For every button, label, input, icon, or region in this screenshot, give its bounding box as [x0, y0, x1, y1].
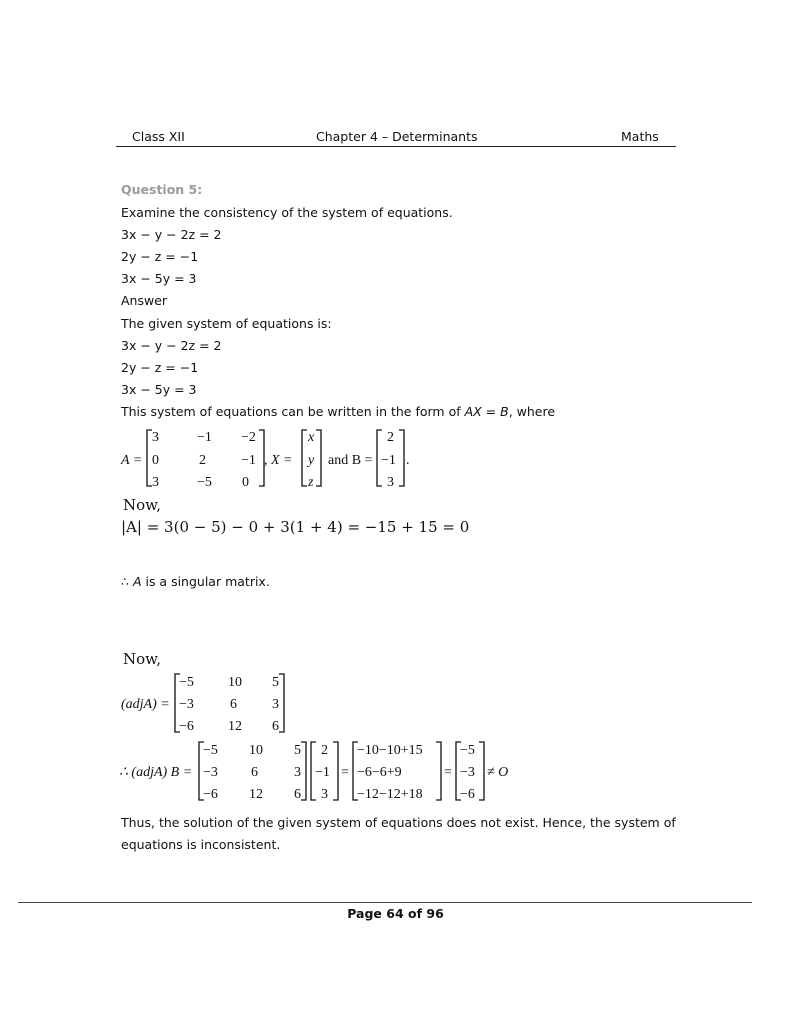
page-number: Page 64 of 96 [347, 906, 444, 921]
matrix-x-left-bracket [302, 430, 307, 486]
determinant-line: |A| = 3(0 − 5) − 0 + 3(1 + 4) = −15 + 15 = 0 [121, 518, 470, 536]
adj-cell: 10 [228, 675, 242, 690]
equation-2: 2y − z = −1 [121, 249, 199, 264]
product-equation [0, 738, 791, 808]
matrix-x-label: , X = [264, 453, 293, 468]
equals-sign: = [444, 765, 452, 780]
matrix-a-cell: 3 [152, 475, 159, 490]
conclusion-line-1: Thus, the solution of the given system of equations does not exist. Hence, the system of [121, 815, 676, 830]
product-result-cell: −5 [460, 743, 475, 758]
product-adj-cell: 10 [249, 743, 263, 758]
product-adj-cell: −3 [203, 765, 218, 780]
not-equal-zero: ≠ O [487, 765, 509, 780]
header-subject: Maths [621, 129, 659, 144]
matrix-a-cell: −1 [241, 453, 256, 468]
matrix-b-cell: 2 [387, 430, 394, 445]
product-result-cell: −3 [460, 765, 475, 780]
adj-cell: 6 [230, 697, 237, 712]
adj-cell: −3 [179, 697, 194, 712]
matrix-a-cell: 0 [242, 475, 249, 490]
product-expanded-cell: −6−6+9 [357, 765, 402, 780]
given-equation-3: 3x − 5y = 3 [121, 382, 197, 397]
matrix-a-cell: 0 [152, 453, 159, 468]
product-result-right-bracket [479, 742, 484, 800]
product-adj-cell: 12 [249, 787, 263, 802]
product-b-right-bracket [333, 742, 338, 800]
matrix-b-period: . [406, 453, 410, 468]
form-text-pre: This system of equations can be written in the form of [121, 404, 465, 419]
product-adj-right-bracket [301, 742, 306, 800]
product-b-cell: 2 [321, 743, 328, 758]
given-text: The given system of equations is: [121, 316, 332, 331]
matrix-a-label: A = [121, 453, 143, 468]
product-adj-cell: 6 [251, 765, 258, 780]
equation-1: 3x − y − 2z = 2 [121, 227, 222, 242]
product-adj-cell: −5 [203, 743, 218, 758]
form-text [121, 404, 555, 419]
answer-label: Answer [121, 293, 168, 308]
singular-line [121, 574, 270, 589]
adj-cell: −5 [179, 675, 194, 690]
matrix-x-cell: z [308, 475, 314, 490]
adj-label: (adjA) = [121, 697, 170, 712]
matrix-a-cell: −5 [197, 475, 212, 490]
matrix-a-cell: −1 [197, 430, 212, 445]
adj-cell: 6 [272, 719, 279, 734]
matrix-b-cell: −1 [381, 453, 396, 468]
header-chapter: Chapter 4 – Determinants [316, 129, 478, 144]
form-text-post: , where [508, 404, 556, 419]
form-text-equation: AX = B [464, 404, 509, 419]
matrix-x-cell: y [308, 453, 315, 468]
product-adj-cell: −6 [203, 787, 218, 802]
matrix-b-right-bracket [399, 430, 404, 486]
product-adj-cell: 5 [294, 743, 301, 758]
product-adj-cell: 6 [294, 787, 301, 802]
given-equation-1: 3x − y − 2z = 2 [121, 338, 222, 353]
product-label: ∴ (adjA) B = [119, 765, 193, 780]
matrix-b-cell: 3 [387, 475, 394, 490]
adj-cell: −6 [179, 719, 194, 734]
and-b-label: and B = [328, 453, 373, 468]
footer-divider [18, 902, 752, 903]
adj-cell: 3 [272, 697, 279, 712]
adj-right-bracket [279, 674, 284, 732]
header-class: Class XII [132, 129, 185, 144]
product-b-cell: −1 [315, 765, 330, 780]
conclusion-line-2: equations is inconsistent. [121, 837, 281, 852]
adj-cell: 12 [228, 719, 242, 734]
adjoint-matrix [0, 670, 791, 740]
matrix-a-cell: 2 [199, 453, 206, 468]
question-title: Question 5: [121, 182, 203, 197]
singular-text: is a singular matrix. [141, 574, 270, 589]
equals-sign: = [341, 765, 349, 780]
header-divider [116, 146, 676, 147]
product-expanded-cell: −12−12+18 [357, 787, 423, 802]
product-expanded-right-bracket [436, 742, 441, 800]
question-text: Examine the consistency of the system of equations. [121, 205, 453, 220]
matrix-x-cell: x [308, 430, 315, 445]
equation-3: 3x − 5y = 3 [121, 271, 197, 286]
product-b-cell: 3 [321, 787, 328, 802]
matrix-a-cell: −2 [241, 430, 256, 445]
product-result-cell: −6 [460, 787, 475, 802]
given-equation-2: 2y − z = −1 [121, 360, 199, 375]
matrix-definitions [0, 424, 791, 494]
matrix-a-cell: 3 [152, 430, 159, 445]
product-adj-cell: 3 [294, 765, 301, 780]
matrix-x-right-bracket [316, 430, 321, 486]
product-expanded-cell: −10−10+15 [357, 743, 423, 758]
singular-var: A [132, 574, 142, 589]
adj-cell: 5 [272, 675, 279, 690]
therefore-symbol: ∴ [121, 574, 129, 589]
now-label-2: Now, [123, 650, 161, 668]
now-label-1: Now, [123, 496, 161, 514]
